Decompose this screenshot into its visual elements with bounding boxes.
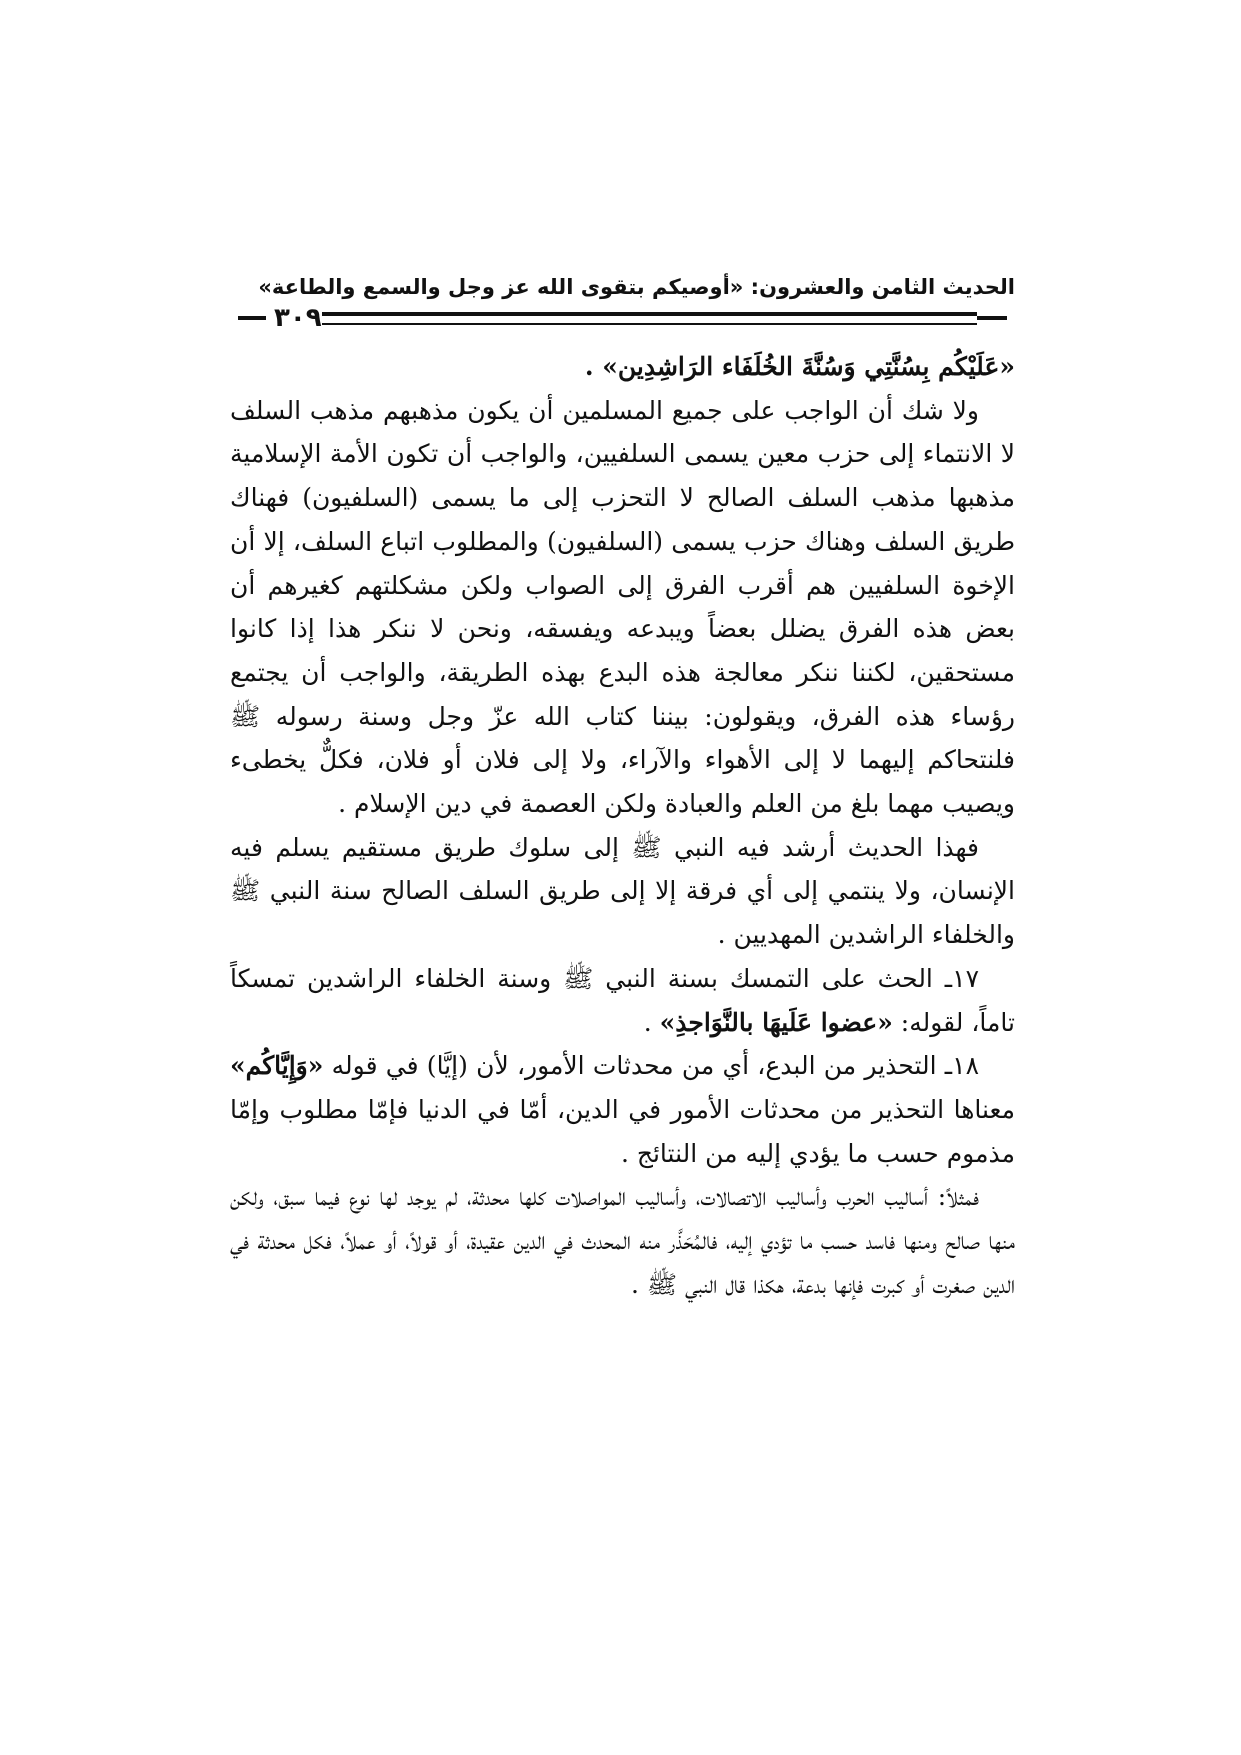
point-18-text: ١٨ـ التحذير من البدع، أي من محدثات الأمور، لأن (إيَّا) في قوله: [323, 1051, 979, 1081]
paragraph-salaf: ولا شك أن الواجب على جميع المسلمين أن يكون مذهبهم مذهب السلف لا الانتماء إلى حزب معين يسمى السلفيين، والواجب أن تكون الأمة الإسلامية مذهبها مذهب السلف الصالح لا التحزب إلى ما يسمى (السلفيون) فهناك طريق السلف وهناك حزب يسمى (السلفيون) والمطلوب اتباع السلف، إلا أن الإخوة السلفيين هم أقرب الفرق إلى الصواب ولكن مشكلتهم كغيرهم أن بعض هذه الفرق يضلل بعضاً ويبدعه ويفسقه، ونحن لا ننكر هذا إذا كانوا مستحقين، لكننا ننكر معالجة هذه البدع بهذه الطريقة، والواجب أن يجتمع رؤساء هذه الفرق، ويقولون: بيننا كتاب الله عزّ وجل وسنة رسوله ﷺ فلنتحاكم إليهما لا إلى الأهواء والآراء، ولا إلى فلان أو فلان، فكلٌّ يخطىء ويصيب مهما بلغ من العلم والعبادة ولكن العصمة في دين الإسلام .: [230, 395, 1015, 819]
running-title: الحديث الثامن والعشرون: «أوصيكم بتقوى الله عز وجل والسمع والطاعة»: [258, 275, 1015, 299]
rule-tail: [977, 316, 1007, 320]
point-18: [230, 1044, 1015, 1175]
page-number: ٣٠٩: [274, 303, 322, 333]
header-rule: [230, 303, 1015, 333]
hadith-quote-line: «عَلَيْكُم بِسُنَّتِي وَسُنَّةَ الخُلَفَاء الرَاشِدِين» .: [584, 352, 1015, 381]
rule-line: [322, 312, 977, 325]
point-17: [230, 957, 1015, 1044]
point-18-rest: معناها التحذير من محدثات الأمور في الدين، أمّا في الدنيا فإمّا مطلوب وإمّا مذموم حسب ما يؤدي إليه من النتائج .: [230, 1094, 1015, 1168]
point-17-text: ١٧ـ الحث على التمسك بسنة النبي ﷺ وسنة الخلفاء الراشدين تمسكاً تاماً، لقوله:: [230, 963, 1015, 1037]
point-18-quote: «وَإِيَّاكُم»: [230, 1051, 324, 1081]
page-header: [230, 272, 1015, 332]
paragraph-hadith-guidance: فهذا الحديث أرشد فيه النبي ﷺ إلى سلوك طريق مستقيم يسلم فيه الإنسان، ولا ينتمي إلى أي فرقة إلا إلى طريق السلف الصالح سنة النبي ﷺ والخلفاء الراشدين المهديين .: [230, 832, 1015, 950]
page-body: [230, 345, 1015, 1306]
point-17-end: .: [643, 1007, 660, 1037]
rule-lead: [238, 316, 266, 320]
paragraph-example: فمثلاً: أساليب الحرب وأساليب الاتصالات، وأساليب المواصلات كلها محدثة، لم يوجد لها نوع فيما سبق، ولكن منها صالح ومنها فاسد حسب ما تؤدي إليه، فالمُحَذَّر منه المحدث في الدين عقيدة، أو قولاً، أو عملاً، فكل محدثة في الدين صغرت أو كبرت فإنها بدعة، هكذا قال النبي ﷺ .: [230, 1182, 1015, 1299]
point-17-quote: «عضوا عَلَيهَا بالنَّوَاجذِ»: [659, 1007, 893, 1037]
